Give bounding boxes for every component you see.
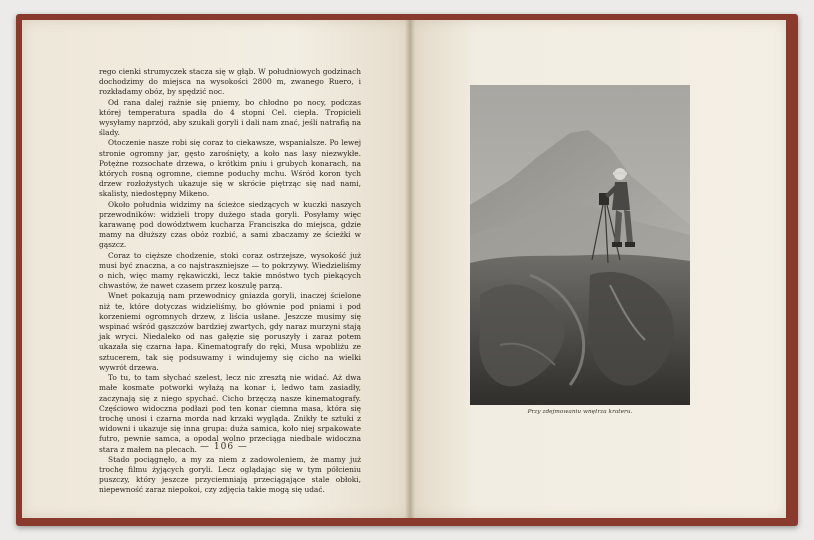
crater-photo-illustration	[470, 85, 690, 405]
paragraph: Stado pociągnęło, a my za niem z zadowoleniem, że mamy już trochę filmu żyjących goryli. Lecz oglądając się w tym półcieniu puszczy, który jeszcze przyciemniają przeciągające stale obłoki, niepewność zaraz niepokoi, czy zdjęcia takie mogą się udać.	[99, 454, 361, 495]
body-text	[99, 67, 361, 496]
photograph	[470, 85, 690, 405]
paragraph: Około południa widzimy na ścieżce siedzących w kuczki naszych przewodników: widzieli tropy dużego stada goryli. Posyłamy więc karawanę pod dowództwem kucharza Franciszka do miejsca, gdzie mamy na dłuższy czas obóz rozbić, a sami zbaczamy ze ścieżki w gąszcz.	[99, 199, 361, 250]
photo-caption: Przy zdejmowaniu wnętrza krateru.	[527, 409, 633, 415]
paragraph: Od rana dalej raźnie się pniemy, bo chłodno po nocy, podczas której temperatura spadła do 4 stopni Cel. ciepła. Tropicieli wysyłamy naprzód, aby szukali goryli i dali nam znać, jeśli natrafią na ślady.	[99, 97, 361, 138]
paragraph: rego cienki strumyczek stacza się w głąb. W południowych godzinach dochodzimy do miejsca na wysokości 2800 m, zwanego Ruero, i rozkładamy obóz, by spędzić noc.	[99, 67, 361, 97]
paragraph: Wnet pokazują nam przewodnicy gniazda goryli, inaczej ścielone niż te, które dotyczas widzieliśmy, bo głównie pod pniami i pod korzeniemi ogromnych drzew, z liścia usłane. Jeszcze musimy się wspinać wśród gąszczów bardziej zwartych, gdy naraz murzyni stają jak wryci. Niedaleko od nas gałęzie się poruszyły i zaraz potem ukazała się czarna łapa. Kinematografy do ręki, Musa wpobliżu ze sztucerem, tak się podsuwamy i windujemy się cicho na wielki wywrót drzewa.	[99, 291, 361, 372]
book-gutter	[405, 20, 415, 518]
paragraph: Otoczenie nasze robi się coraz to ciekawsze, wspanialsze. Po lewej stronie ogromny jar, gęsto zarośnięty, a koło nas lasy niezwykłe. Potężne rozsochate drzewa, o krótkim pniu i grubych konarach, na których rosną ogromne, ciemne poduchy mchu. Wśród koron tych drzew rozłożystych ukazuje się w skrócie piętrząc się nad nami, skalisty, niedostępny Mikeno.	[99, 138, 361, 199]
paragraph: Coraz to cięższe chodzenie, stoki coraz ostrzejsze, wysokość już musi być znaczna, a co najstraszniejsze — to pokrzywy. Wiedzieliśmy o nich, więc mamy rękawiczki, lecz takie mnóstwo tych piekących chwastów, że nawet czasem przez koszulę parzą.	[99, 250, 361, 291]
page-number: — 106 —	[200, 442, 248, 452]
paragraph: To tu, to tam słychać szelest, lecz nic zresztą nie widać. Aż dwa małe kosmate potworki wyłażą na konar i, ledwo tam zasiadły, zaczynają się z niego spychać. Cicho brzęczą nasze kinematografy. Częściowo widoczna podłazi pod ten konar ciemna masa, która się trochę unosi i czarna morda nad krzaki wygląda. Znikły te sztuki z widowni i ukazuje się inna grupa: duża samica, koło niej srpakowate futro, pewnie samca, a opodal wolno przeciąga niedbale widoczna stara z małem na plecach.	[99, 373, 361, 454]
